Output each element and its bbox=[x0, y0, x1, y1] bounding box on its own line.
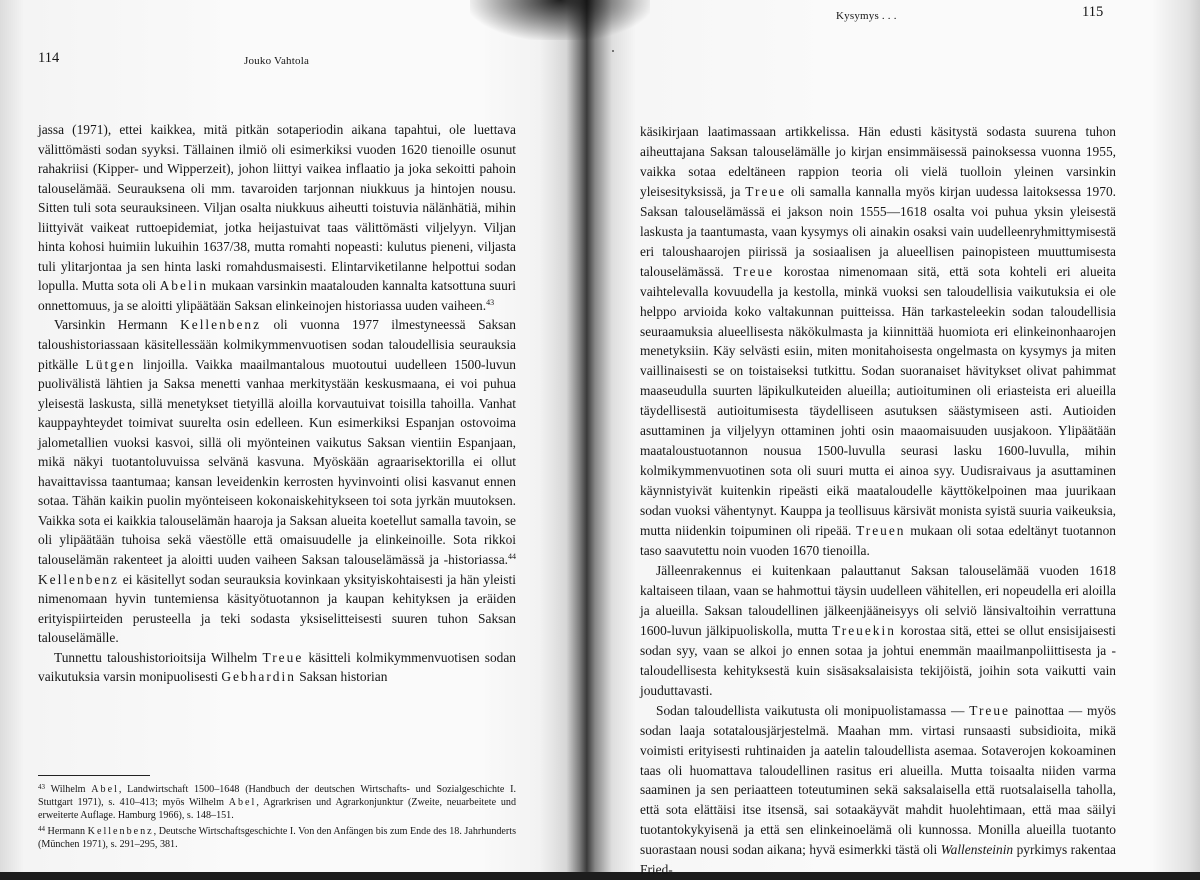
footnote bbox=[38, 823, 516, 851]
paragraph bbox=[38, 315, 516, 647]
spaced-name: Abel bbox=[91, 784, 119, 795]
spaced-name: Treue bbox=[745, 183, 787, 199]
spaced-name: Lütgen bbox=[85, 356, 136, 372]
spaced-name: Kellenbenz bbox=[180, 317, 262, 333]
spaced-name: Kellenbenz bbox=[87, 825, 154, 837]
spaced-name: Kellenbenz bbox=[38, 571, 119, 587]
paper-speck bbox=[612, 50, 614, 52]
text-run: Sodan taloudellista vaikutusta oli monipuolistamassa — bbox=[656, 702, 970, 718]
italic-text: Wallensteinin bbox=[940, 842, 1014, 858]
footnote bbox=[38, 781, 516, 823]
paragraph bbox=[640, 122, 1116, 561]
text-run: pyrkimys rakentaa Fried- bbox=[640, 842, 1116, 878]
paragraph bbox=[38, 648, 516, 687]
text-run: Varsinkin Hermann bbox=[54, 317, 181, 333]
spaced-name: Treuekin bbox=[832, 622, 896, 638]
text-run: Hermann bbox=[45, 825, 88, 837]
text-run: , Agrarkrisen und Agrarkonjunktur (Zweite, neuarbeitete und erweiterte Auflage. Hamburg 1966), s. 148–151. bbox=[38, 797, 516, 822]
text-run: jassa (1971), ettei kaikkea, mitä pitkän sotaperiodin aikana tapahtui, ole luettava välittömästi sodan syyksi. Tällainen ilmiö oli esimerkiksi vuoden 1620 tienoille osunut rahakriisi (Kipper- und Wipperzeit), johon liittyi vaikea inflaatio ja joka sekoitti pahoin talouselämää. Seurauksena oli mm. tavaroiden tarjonnan niukkuus ja hintojen nousu. Sitten tuli sota seurauksineen. Viljan osalta niukkuus aiheutti toistuvia nälänhätiä, mihin liittyivät vaikeat ruttoepidemiat, jotka heijastuivat taas välittömästi viljelyyn. Viljan hinta kohosi huimiin lukuihin 1637/38, mutta romahti nopeasti: kulutus pieneni, viljasta tuli ylitarjontaa ja sen hinta laski romahdusmaisesti. Elintarviketilanne helpottui sodan lopulla. Mutta sota oli bbox=[38, 122, 516, 294]
body-text bbox=[38, 120, 516, 687]
gutter-shadow bbox=[470, 0, 650, 40]
text-run: Jälleenrakennus ei kuitenkaan palauttanut Saksan talouselämää vuoden 1618 kaltaiseen tilaan, vaan se hahmottui täysin uudelleen vähitellen, eri nopeudella eri aloilla ja alueilla. Saksan taloudellinen jälkeenjääneisyys oli selviö länsivaltoihin verrattuna 1600-luvun jälkipuoliskolla, mutta bbox=[640, 562, 1116, 638]
footnote-rule bbox=[38, 775, 150, 776]
paragraph bbox=[640, 701, 1116, 880]
running-head: Kysymys . . . bbox=[836, 10, 897, 22]
text-run: Saksan historian bbox=[295, 669, 388, 685]
spaced-name: Treue bbox=[262, 649, 304, 665]
running-head: Jouko Vahtola bbox=[244, 55, 310, 67]
text-run: oli samalla kannalla myös kirjan uudessa laitoksessa 1970. Saksan talouselämässä ei jakson noin 1555—1618 osalta voi puhua yksin yleisestä laskusta ja taantumasta, vaan kysymys oli ainakin osaksi vain uudelleenryhmittymisestä eri taloushaarojen piirissä ja sosiaalisen ja alueellisen painopisteen muuttumisesta talouselämässä. bbox=[640, 183, 1116, 279]
spaced-name: Treuen bbox=[856, 523, 906, 539]
text-run: Wilhelm bbox=[45, 784, 92, 795]
text-run: käsitteli kolmikymmenvuotisen sodan vaikutuksia varsin monipuolisesti bbox=[38, 649, 516, 685]
text-run: ei käsitellyt sodan seurauksia kovinkaan yksityiskohtaisesti ja hän yleisti nimenomaan hyvin tuntemiensa käsityötuotannon ja kaupan kehityksen ja eräiden erityispiirteiden perusteella ja teki sodasta yksiselitteisesti suuren tuhon Saksan talouselämälle. bbox=[38, 571, 516, 646]
text-run: käsikirjaan laatimassaan artikkelissa. Hän edusti käsitystä sodasta suurena tuhon aiheuttajana Saksan talouselämälle jo kirjan ensimmäisessä painoksessa vuonna 1955, vaikka sotaa edeltäneen rappion teoria oli vielä tuolloin yleinen varsinkin yleisesityksissä, ja bbox=[640, 124, 1116, 199]
text-run: korostaa sitä, ettei se ollut ensisijaisesti sodan syy, vaan se alkoi jo ennen sotaa ja johtui enemmän maailmanpoliittisesta ja -taloudellisesta kehityksestä kuin sisäsaksalaisista tekijöistä, joihin sota vaikutti vain jouduttavasti. bbox=[640, 622, 1116, 698]
page-number: 115 bbox=[1082, 4, 1104, 20]
text-run: Tunnettu taloushistorioitsija Wilhelm bbox=[54, 649, 263, 665]
footnote-ref: 43 bbox=[486, 297, 495, 307]
spaced-name: Gebhardin bbox=[221, 669, 296, 685]
page-number: 114 bbox=[38, 50, 60, 66]
text-run: mukaan varsinkin maatalouden kannalta katsottuna suuri onnettomuus, ja se aloitti ylipäätään Saksan elinkeinojen historiassa uuden vaiheen. bbox=[38, 278, 517, 313]
text-run: , Deutsche Wirtschaftsgeschichte I. Von den Anfängen bis zum Ende des 18. Jahrhunderts (München 1971), s. 291–295, 381. bbox=[38, 825, 517, 850]
paragraph bbox=[640, 561, 1116, 701]
text-run: , Landwirtschaft 1500–1648 (Handbuch der deutschen Wirtschafts- und Sozialgeschichte I. Stuttgart 1971), s. 410–413; myös Wilhelm bbox=[38, 784, 516, 809]
footnote-number: 43 bbox=[38, 783, 45, 791]
footnotes bbox=[38, 781, 516, 851]
footnote-ref: 44 bbox=[508, 552, 516, 562]
footnote-number: 44 bbox=[38, 824, 45, 833]
text-run: oli vuonna 1977 ilmestyneessä Saksan taloushistoriassaan käsitellessään kolmikymmenvuotisen sodan taloudellisia seurauksia pitkälle bbox=[38, 317, 517, 372]
text-run: linjoilla. Vaikka maailmantalous muotoutui uudelleen 1500-luvun puolivälistä lähtien ja Saksa menetti vanhaa merkitystään keskusmaana, ei voi puhua yleisestä laskusta, sillä menetykset tietyillä aloilla korvautuivat toisilla tahoilla. Vanhat kauppayhteydet toimivat suurelta osin edelleen. Kun esimerkiksi Espanjan ostovoima jalometallien vuoksi kasvoi, sillä oli myönteinen vaikutus Saksan vientiin Espanjaan, mikä näkyi tuotantoluvuissa selvänä kasvuna. Myöskään agraarisektorilla ei ollut havaittavissa taantumaa; kansan leveidenkin kerrosten hyvinvointi olisi kasvanut ennen sotaa. Tähän kaikin puolin myönteiseen kokonaiskehitykseen toi sota jyrkän muutoksen. Vaikka sota ei kaikkia talouselämän haaroja ja Saksan alueita koetellut samalla tavoin, se oli ylipäätään tuhoisa sekä väestölle että omaisuudelle ja elinkeinoille. Sota rikkoi talouselämän rakenteet ja aloitti uuden vaiheen Saksan talouselämässä ja -historiassa. bbox=[38, 356, 516, 568]
spaced-name: Abel bbox=[228, 797, 257, 809]
spaced-name: Treue bbox=[733, 263, 775, 279]
text-run: mukaan oli sotaa edeltänyt tuotannon taso saavutettu noin vuoden 1670 tienoilla. bbox=[640, 523, 1116, 559]
body-text bbox=[640, 122, 1116, 880]
spaced-name: Treue bbox=[969, 702, 1010, 718]
paragraph bbox=[38, 120, 516, 315]
spaced-name: Abelin bbox=[159, 278, 209, 294]
text-run: painottaa — myös sodan laaja sotatalousjärjestelmä. Maahan mm. virtasi runsaasti subsidioita, mikä voimisti erityisesti ruhtinaiden ja aatelin taloudellista asemaa. Sotaverojen kokoaminen taas oli huomattava taloudellinen rasitus eri alueilla. Mutta toisaalta niiden varma saaminen ja sen periaatteen toteutuminen sekä saksalaisella että ruotsalaisella taholla, että sota elättäisi itse itsensä, sai sotaakäyvät mahdit huolehtimaan, että maa säilyi tuotantokykyisenä ja että sen elinkeinoelämä oli kunnossa. Monilla alueilla tuotanto suorastaan nousi sodan aikana; hyvä esimerkki tästä oli bbox=[640, 702, 1117, 858]
text-run: korostaa nimenomaan sitä, että sota kohteli eri alueita vaihtelevalla kovuudella ja kestolla, minkä vuoksi sen taloudellisia vaikutuksia ei ole helppo arvioida koko valtakunnan puitteissa. Hän tarkasteleekin sodan taloudellisia seuraamuksia alueellisesta näkökulmasta ja kiinnittää huomiota eri elinkeinonhaarojen menetyksiin. Käy selvästi esiin, miten monitahoisesta ongelmasta on kysymys ja miten vaillinaisesti se on toistaiseksi tutkittu. Sodan suoranaiset hävitykset olivat pahimmat maaseudulla suurten läpikulkuteiden alueilla; autioituminen oli eriasteista eri alueilla täydellisestä autioitumisesta täydelliseen asutuksen säästymiseen asti. Autioiden asuttaminen ja viljelyyn ottaminen johti osin maaomaisuuden uusjakoon. Ylipäätään maataloustuotannon nousua 1500-luvulla seurasi lasku 1600-luvulla, mihin kolmikymmenvuotinen sota oli suuri mutta ei ainoa syy. Uudisraivaus ja asuttaminen käynnistyivät kuitenkin ripeästi eikä maataloudelle käyttökelpoinen maa juurikaan sodan vuoksi vähentynyt. Kauppa ja teollisuus kärsivät monista syistä suuria vaikeuksia, mutta niidenkin toipuminen oli ripeää. bbox=[640, 263, 1116, 539]
